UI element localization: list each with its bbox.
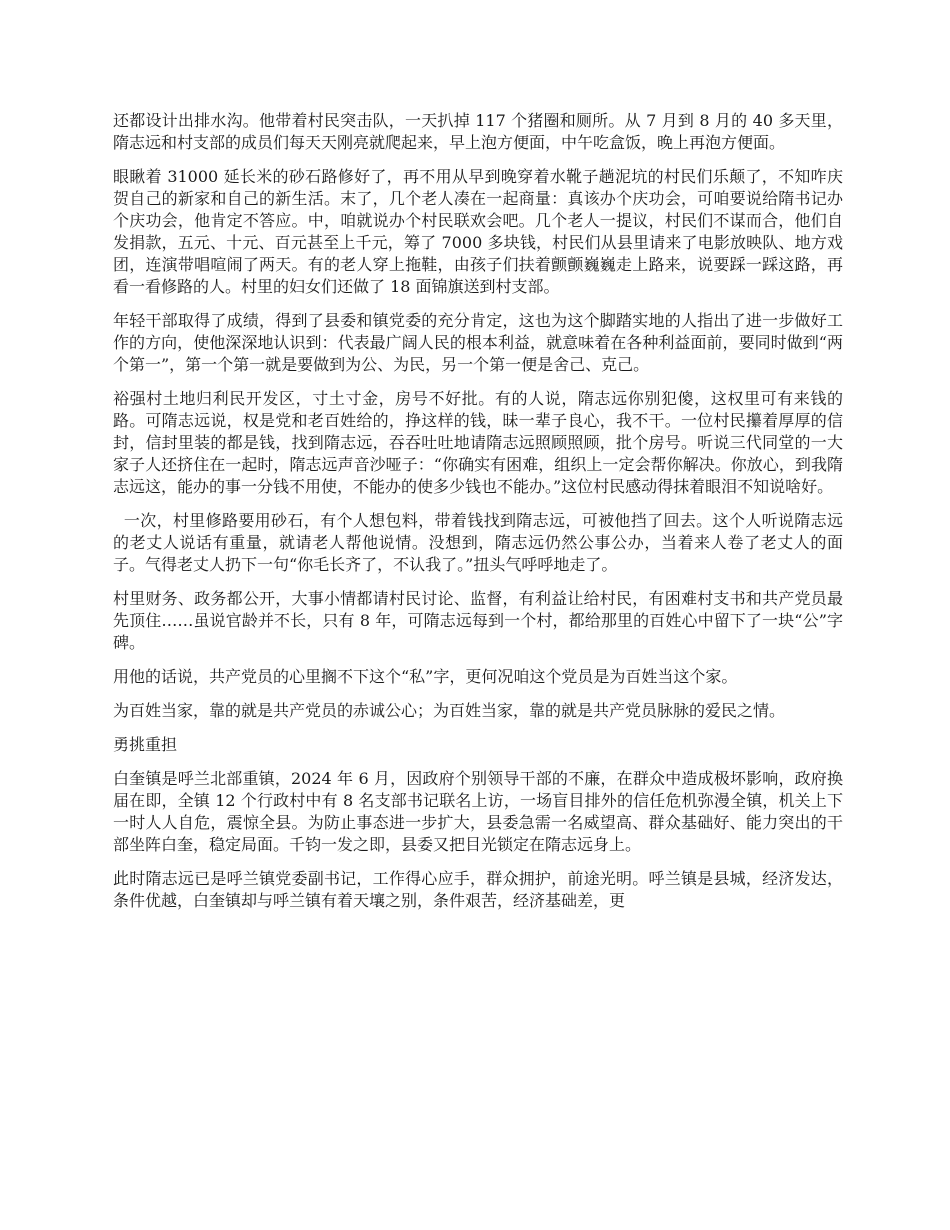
paragraph: 一次，村里修路要用砂石，有个人想包料，带着钱找到隋志远，可被他挡了回去。这个人听说隋志远的老丈人说话有重量，就请老人帮他说情。没想到，隋志远仍然公事公办，当着来人卷了老丈人的面子。气得老丈人扔下一句“你毛长齐了，不认我了。”扭头气呼呼地走了。 bbox=[113, 511, 843, 574]
document-body bbox=[113, 110, 843, 924]
paragraph: 用他的话说，共产党员的心里搁不下这个“私”字，更何况咱这个党员是为百姓当这个家。 bbox=[113, 667, 738, 686]
paragraph: 白奎镇是呼兰北部重镇，2024 年 6 月，因政府个别领导干部的不廉，在群众中造成极坏影响，政府换届在即，全镇 12 个行政村中有 8 名支部书记联名上访，一场盲目排外的信任危机弥漫全镇，机关上下一时人人自危，震惊全县。为防止事态进一步扩大，县委急需一名威望高、群众基础好、能力突出的干部坐阵白奎，稳定局面。千钧一发之即，县委又把目光锁定在隋志远身上。 bbox=[113, 769, 843, 854]
paragraph: 还都设计出排水沟。他带着村民突击队，一天扒掉 117 个猪圈和厕所。从 7 月到 8 月的 40 多天里，隋志远和村支部的成员们每天天刚亮就爬起来，早上泡方便面，中午吃盒饭，晚上再泡方便面。 bbox=[113, 111, 843, 152]
paragraph: 村里财务、政务都公开，大事小情都请村民讨论、监督，有利益让给村民，有困难村支书和共产党员最先顶住……虽说官龄并不长，只有 8 年，可隋志远每到一个村，都给那里的百姓心中留下了一块“公”字碑。 bbox=[113, 589, 843, 652]
paragraph: 此时隋志远已是呼兰镇党委副书记，工作得心应手，群众拥护，前途光明。呼兰镇是县城，经济发达，条件优越，白奎镇却与呼兰镇有着天壤之别，条件艰苦，经济基础差，更 bbox=[113, 869, 843, 910]
section-heading: 勇挑重担 bbox=[113, 735, 178, 754]
paragraph: 年轻干部取得了成绩，得到了县委和镇党委的充分肯定，这也为这个脚踏实地的人指出了进一步做好工作的方向，使他深深地认识到：代表最广阔人民的根本利益，就意味着在各种利益面前，要同时做到“两个第一”，第一个第一就是要做到为公、为民，另一个第一便是舍己、克己。 bbox=[113, 311, 843, 374]
paragraph: 为百姓当家，靠的就是共产党员的赤诚公心；为百姓当家，靠的就是共产党员脉脉的爱民之情。 bbox=[113, 701, 786, 720]
paragraph: 眼瞅着 31000 延长米的砂石路修好了，再不用从早到晚穿着水靴子趟泥坑的村民们乐颠了，不知咋庆贺自己的新家和自己的新生活。末了，几个老人凑在一起商量：真该办个庆功会，可咱要说给隋书记办个庆功会，他肯定不答应。中，咱就说办个村民联欢会吧。几个老人一提议，村民们不谋而合，他们自发捐款，五元、十元、百元甚至上千元，筹了 7000 多块钱，村民们从县里请来了电影放映队、地方戏团，连演带唱喧闹了两天。有的老人穿上拖鞋，由孩子们扶着颤颤巍巍走上路来，说要踩一踩这路，再看一看修路的人。村里的妇女们还做了 18 面锦旗送到村支部。 bbox=[113, 167, 843, 296]
paragraph: 裕强村土地归利民开发区，寸土寸金，房号不好批。有的人说，隋志远你别犯傻，这权里可有来钱的路。可隋志远说，权是党和老百姓给的，挣这样的钱，昧一辈子良心，我不干。一位村民攥着厚厚的信封，信封里装的都是钱，找到隋志远，吞吞吐吐地请隋志远照顾照顾，批个房号。听说三代同堂的一大家子人还挤住在一起时，隋志远声音沙哑子：“你确实有困难，组织上一定会帮你解决。你放心，到我隋志远这，能办的事一分钱不用使，不能办的使多少钱也不能办。”这位村民感动得抹着眼泪不知说啥好。 bbox=[113, 389, 843, 496]
